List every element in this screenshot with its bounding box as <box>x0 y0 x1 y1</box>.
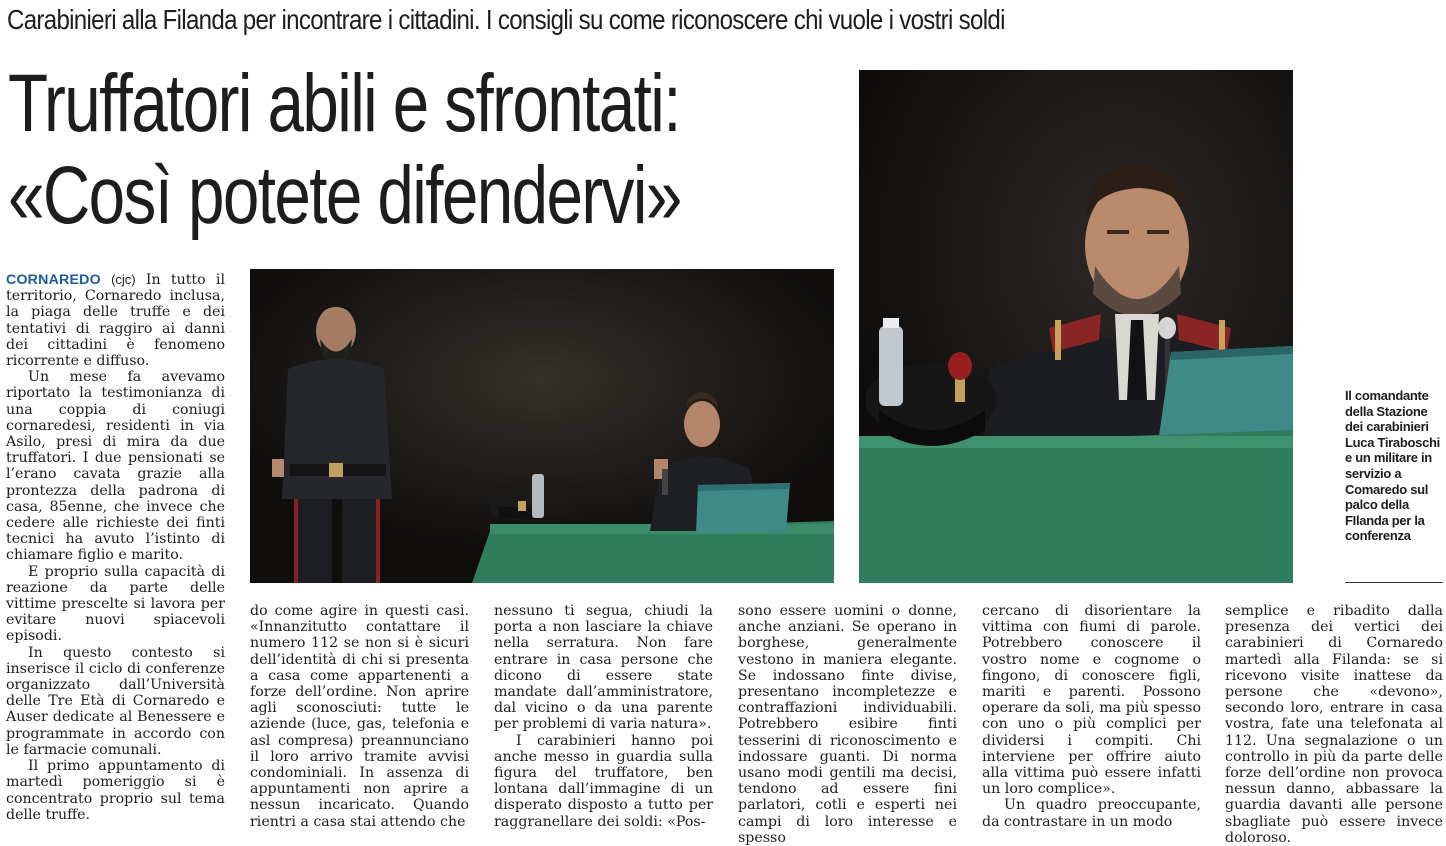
body-paragraph: sono essere uomini o donne, anche anziani. Se operano in borghese, generalmente vestono in maniera elegante. Se indossano finte divise, presentano incompletezze e contraffazioni individuabili. Potrebbero esibire finti tesserini di riconoscimento e indossare guanti. Di norma usano modi gentili ma decisi, tendono ad essere fini parlatori, cotli e esperti nei campi di loro interesse e spesso <box>738 603 957 846</box>
photo-stage-wide <box>250 269 834 583</box>
body-paragraph: In questo contesto si inserisce il ciclo di conferenze organizzato dall’Università delle Tre Età di Cornaredo e Auser dedicate al Benessere e programmate in accordo con le farmacie comunali. <box>6 644 225 758</box>
body-paragraph: nessuno ti segua, chiudi la porta a non lasciare la chiave nella serratura. Non fare entrare in casa persone che dicono di essere state mandate dall’amministratore, dal vicino o da una parente per problemi di varia natura». <box>494 603 713 733</box>
body-paragraph: Un quadro preoccupante, da contrastare in un modo <box>982 797 1201 830</box>
dateline: CORNAREDO <box>6 272 101 288</box>
headline-line-2: «Così potete difendervi» <box>8 150 681 241</box>
photo-officer-closeup <box>859 70 1293 583</box>
body-paragraph: semplice e ribadito dalla presenza dei vertici dei carabinieri di Cornaredo martedì alla Filanda: se si ricevono visite inattese da persone che «devono», secondo loro, entrare in casa vostra, fate una telefonata al 112. Una segnalazione o un controllo in più da parte delle forze dell’ordine non provoca nessun danno, abbassare la guardia davanti alle persone sbagliate può essere invece doloroso. <box>1225 603 1443 846</box>
body-paragraph: cercano di disorientare la vittima con fiumi di parole. Potrebbero conoscere il vostro nome e cognome o fingono, di conoscere figli, mariti e parenti. Possono operare da soli, ma più spesso con uno o più complici per dividersi i compiti. Chi interviene per offrire aiuto alla vittima può essere infatti un loro complice». <box>982 603 1201 798</box>
body-paragraph: do come agire in questi casi. «Innanzitutto contattare il numero 112 se non si è sicuri dell’identità di chi si presenta a casa come appartenenti a forze dell’ordine. Non aprire agli sconosciuti: tutte le aziende (luce, gas, telefonia e asl compresa) preannunciano il loro arrivo tramite avvisi condominiali. In assenza di appuntamenti non aprire a nessun incaricato. Quando rientri a casa stai attendo che <box>250 603 469 830</box>
article-column-6 <box>1225 603 1443 846</box>
article-headline <box>8 58 681 242</box>
byline: (cjc) <box>111 272 136 287</box>
caption-divider <box>1345 582 1443 583</box>
article-column-4 <box>738 603 957 846</box>
article-column-3 <box>494 603 713 830</box>
photo-caption: Il comandante della Stazione dei carabinieri Luca Tiraboschi e un militare in servizio a Comaredo sul palco della FIlanda per la conferenza <box>1345 388 1440 544</box>
body-paragraph: I carabinieri hanno poi anche messo in guardia sulla figura del truffatore, ben lontana dall’immagine di un disperato disposto a tutto per raggranellare dei soldi: «Pos- <box>494 732 713 830</box>
article-column-5 <box>982 603 1201 830</box>
article-kicker: Carabinieri alla Filanda per incontrare i cittadini. I consigli su come riconoscere chi vuole i vostri soldi <box>7 4 1005 35</box>
body-paragraph: Il primo appuntamento di martedì pomeriggio si è concentrato proprio sul tema delle truffe. <box>6 758 225 823</box>
lead-paragraph <box>6 272 225 369</box>
article-column-1 <box>6 272 225 823</box>
body-paragraph: Un mese fa avevamo riportato la testimonianza di una coppia di coniugi cornaredesi, residenti in via Asilo, presi di mira da due truffatori. I due pensionati se l’erano cavata grazie alla prontezza della padrona di casa, 85enne, che invece che cedere alle richieste dei finti tecnici ha avuto l’istinto di chiamare figlio e marito. <box>6 369 225 564</box>
body-paragraph: E proprio sulla capacità di reazione da parte delle vittime prescelte si lavora per evitare nuovi spiacevoli episodi. <box>6 563 225 645</box>
body-paragraph: In tutto il territorio, Cornaredo inclusa, la piaga delle truffe e dei tentativi di raggiro ai danni dei cittadini è fenomeno ricorrente e diffuso. <box>6 272 226 370</box>
headline-line-1: Truffatori abili e sfrontati: <box>8 58 680 149</box>
article-column-2 <box>250 603 469 830</box>
